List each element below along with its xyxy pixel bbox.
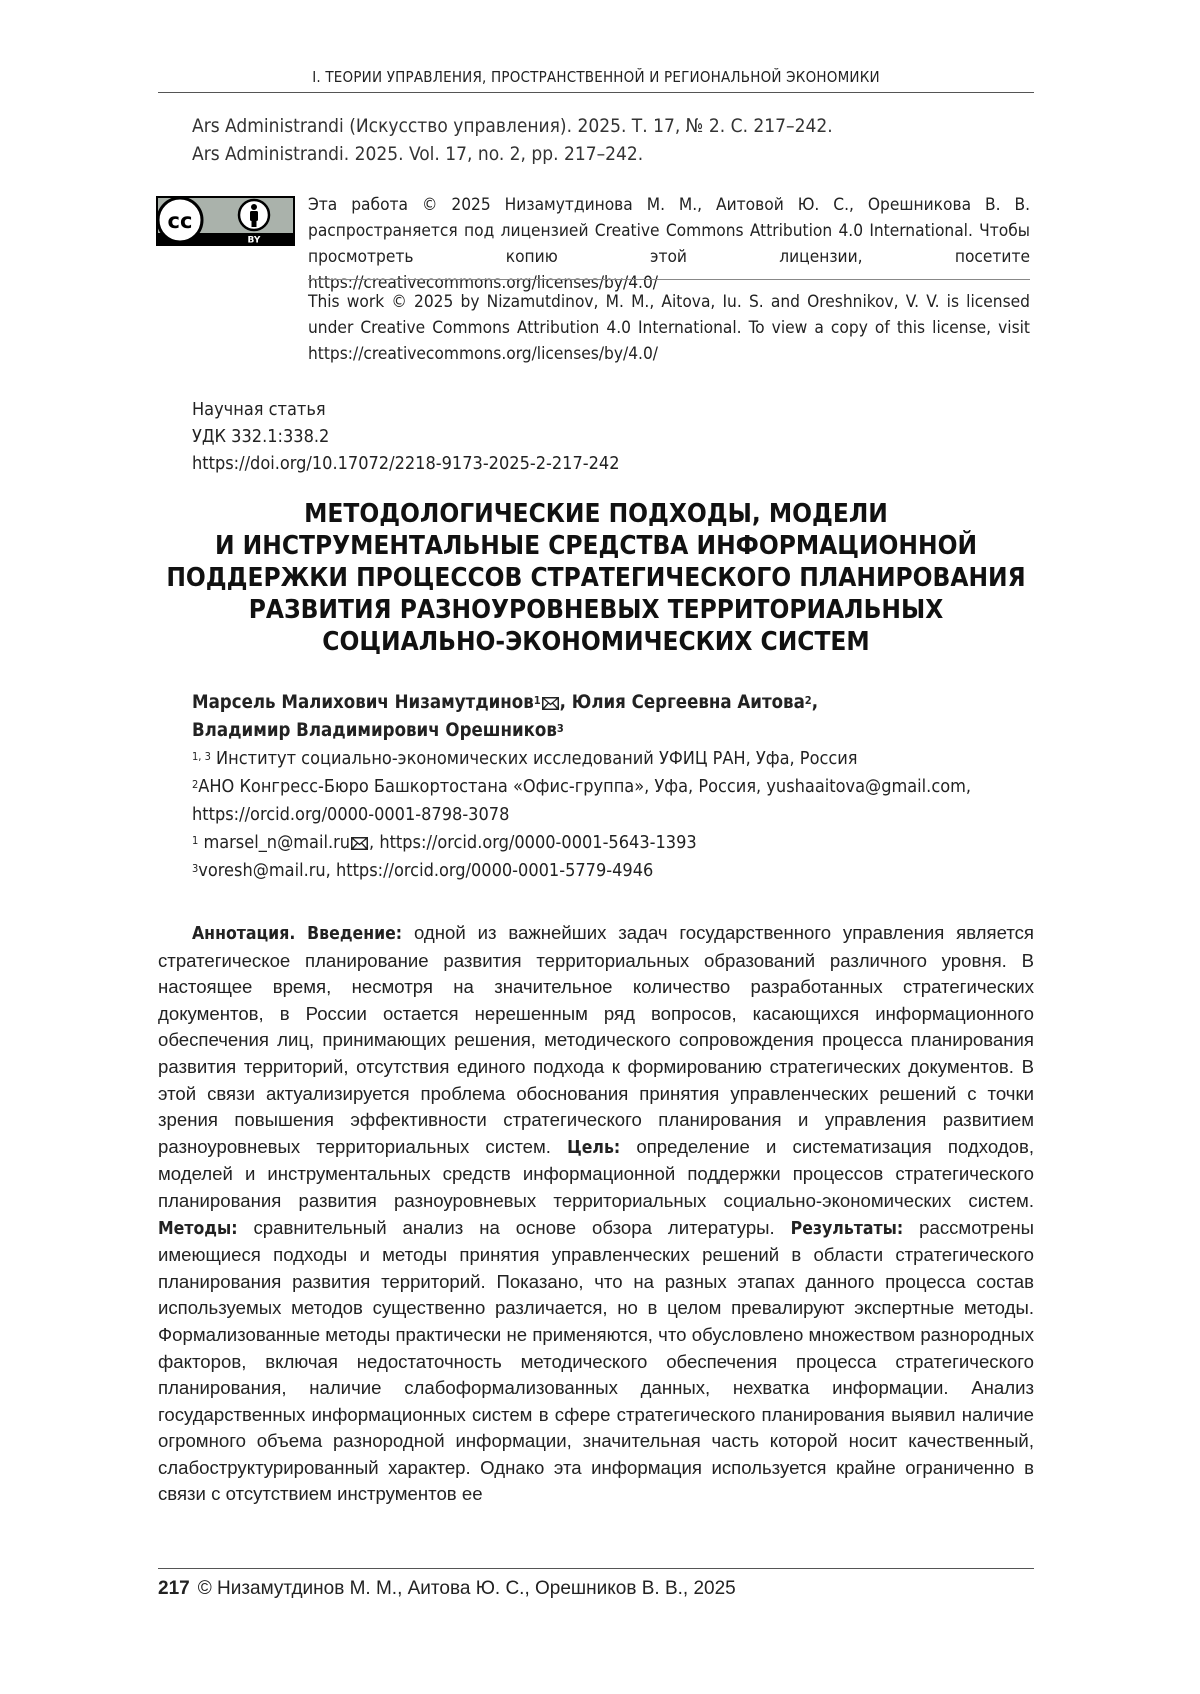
- author-3-contact: [192, 857, 1032, 885]
- title-line: И ИНСТРУМЕНТАЛЬНЫЕ СРЕДСТВА ИНФОРМАЦИОННОЙ: [214, 531, 978, 561]
- orcid-link[interactable]: , https://orcid.org/0000-0001-5643-1393: [369, 832, 697, 853]
- section-header: I. ТЕОРИИ УПРАВЛЕНИЯ, ПРОСТРАНСТВЕННОЙ И РЕГИОНАЛЬНОЙ ЭКОНОМИКИ: [312, 68, 880, 86]
- affil-text: АНО Конгресс-Бюро Башкортостана «Офис-группа», Уфа, Россия, yushaaitova@gmail.com, https://orcid.org/0000-0001-8798-3078: [192, 776, 972, 825]
- footer-copyright: © Низамутдинов М. М., Аитова Ю. С., Орешников В. В., 2025: [197, 1578, 736, 1599]
- goal-label: Цель:: [567, 1137, 621, 1158]
- affil-sup: 1, 3: [192, 750, 211, 763]
- author-name: Марсель Малихович Низамутдинов: [192, 692, 534, 713]
- title-line: РАЗВИТИЯ РАЗНОУРОВНЕВЫХ ТЕРРИТОРИАЛЬНЫХ: [248, 595, 944, 625]
- affil-sup: 2: [192, 778, 199, 791]
- license-text-en: This work © 2025 by Nizamutdinov, M. M., Aitova, Iu. S. and Oreshnikov, V. V. is licensed under Creative Commons Attribution 4.0 International. To view a copy of this license, visit https://creativecommons.org/licenses/by/4.0/: [308, 292, 1030, 364]
- email-link[interactable]: voresh@mail.ru, https://orcid.org/0000-0001-5779-4946: [198, 860, 654, 881]
- results-label: Результаты:: [790, 1218, 904, 1239]
- license-divider: [308, 279, 1030, 280]
- article-title: [150, 498, 1042, 658]
- license-text-ru: Эта работа © 2025 Низамутдинова М. М., Аитовой Ю. С., Орешникова В. В. распространяется под лицензией Creative Commons Attribution 4.0 International. Чтобы просмотреть копию этой лицензии, посетите https://creativecommons.org/licenses/by/4.0/: [308, 195, 1030, 293]
- author-line: [192, 717, 818, 745]
- page-footer: [158, 1578, 736, 1600]
- by-badge-text: BY: [247, 235, 261, 246]
- doi-link[interactable]: https://doi.org/10.17072/2218-9173-2025-2-217-242: [192, 453, 620, 474]
- abstract: [158, 920, 1034, 1508]
- envelope-icon[interactable]: [542, 697, 559, 710]
- title-line: СОЦИАЛЬНО-ЭКОНОМИЧЕСКИХ СИСТЕМ: [322, 627, 870, 657]
- affil-sup: 3: [192, 862, 199, 875]
- cc-badge-text: cc: [167, 209, 193, 233]
- affiliation-1-3: [192, 745, 1032, 773]
- envelope-icon[interactable]: [351, 837, 368, 850]
- cc-by-license-badge[interactable]: [156, 196, 295, 246]
- cc-by-logo-icon: [156, 196, 295, 246]
- goal-text: определение и систематизация подходов, моделей и инструментальных средств информационной поддержки процессов стратегического планирования развития разноуровневых территориальных социально-экономических систем.: [158, 1135, 1034, 1211]
- title-line: ПОДДЕРЖКИ ПРОЦЕССОВ СТРАТЕГИЧЕСКОГО ПЛАНИРОВАНИЯ: [166, 563, 1026, 593]
- intro-label: Введение:: [307, 924, 403, 944]
- author-sup: 1: [533, 694, 541, 707]
- page-number: 217: [158, 1578, 190, 1599]
- article-type: Научная статья: [192, 399, 326, 420]
- results-text: рассмотрены имеющиеся подходы и методы принятия управленческих решений в области стратегического планирования развития территорий. Показано, что на разных этапах данного процесса состав используемых методов существенно различается, но в целом превалируют экспертные методы. Формализованные методы практически не применяются, что обусловлено множеством разнородных факторов, включая недостаточность методического обеспечения процесса стратегического планирования, наличие слабоформализованных данных, нехватка информации. Анализ государственных информационных систем в сфере стратегического планирования выявил наличие огромного объема разнородной информации, значительная часть которой носит качественный, слабоструктурированный характер. Однако эта информация используется крайне ограниченно в связи с отсутствием инструментов ее: [158, 1216, 1034, 1505]
- title-line: МЕТОДОЛОГИЧЕСКИЕ ПОДХОДЫ, МОДЕЛИ: [304, 499, 888, 529]
- intro-text: одной из важнейших задач государственного управления является стратегическое планирование развития территориальных образований различного уровня. В настоящее время, несмотря на значительное количество разработанных стратегических документов, в России остается нерешенным ряд вопросов, касающихся информационного обеспечения лиц, принимающих решения, методического сопровождения процесса планирования развития территорий, отсутствия единого подхода к формированию стратегических документов. В этой связи актуализируется проблема обоснования принятия управленческих решений с точки зрения повышения эффективности стратегического планирования и управления развитием разноуровневых территориальных систем.: [158, 922, 1034, 1157]
- author-line: [192, 689, 818, 717]
- citation-block: [192, 112, 833, 168]
- author-sep: ,: [811, 692, 819, 713]
- footer-divider: [158, 1568, 1034, 1569]
- abstract-label: Аннотация.: [192, 924, 296, 944]
- author-list: [192, 689, 818, 745]
- affil-sup: 1: [192, 834, 199, 847]
- methods-label: Методы:: [158, 1218, 238, 1239]
- email-link[interactable]: marsel_n@mail.ru: [203, 832, 351, 853]
- article-meta: [192, 396, 620, 477]
- author-1-contact: [192, 829, 1032, 857]
- affil-text: Институт социально-экономических исследований УФИЦ РАН, Уфа, Россия: [216, 748, 858, 769]
- citation-en: Ars Administrandi. 2025. Vol. 17, no. 2, pp. 217–242.: [192, 143, 644, 165]
- methods-text: сравнительный анализ на основе обзора литературы.: [237, 1216, 791, 1238]
- header-divider: [158, 92, 1034, 93]
- author-name: , Юлия Сергеевна Аитова: [559, 692, 805, 713]
- author-sup: 3: [556, 722, 564, 735]
- author-sup: 2: [804, 694, 812, 707]
- author-name: Владимир Владимирович Орешников: [192, 720, 557, 741]
- udc-code: УДК 332.1:338.2: [192, 426, 330, 447]
- affiliation-2: [192, 773, 1032, 829]
- citation-ru: Ars Administrandi (Искусство управления). 2025. Т. 17, № 2. С. 217–242.: [192, 115, 833, 137]
